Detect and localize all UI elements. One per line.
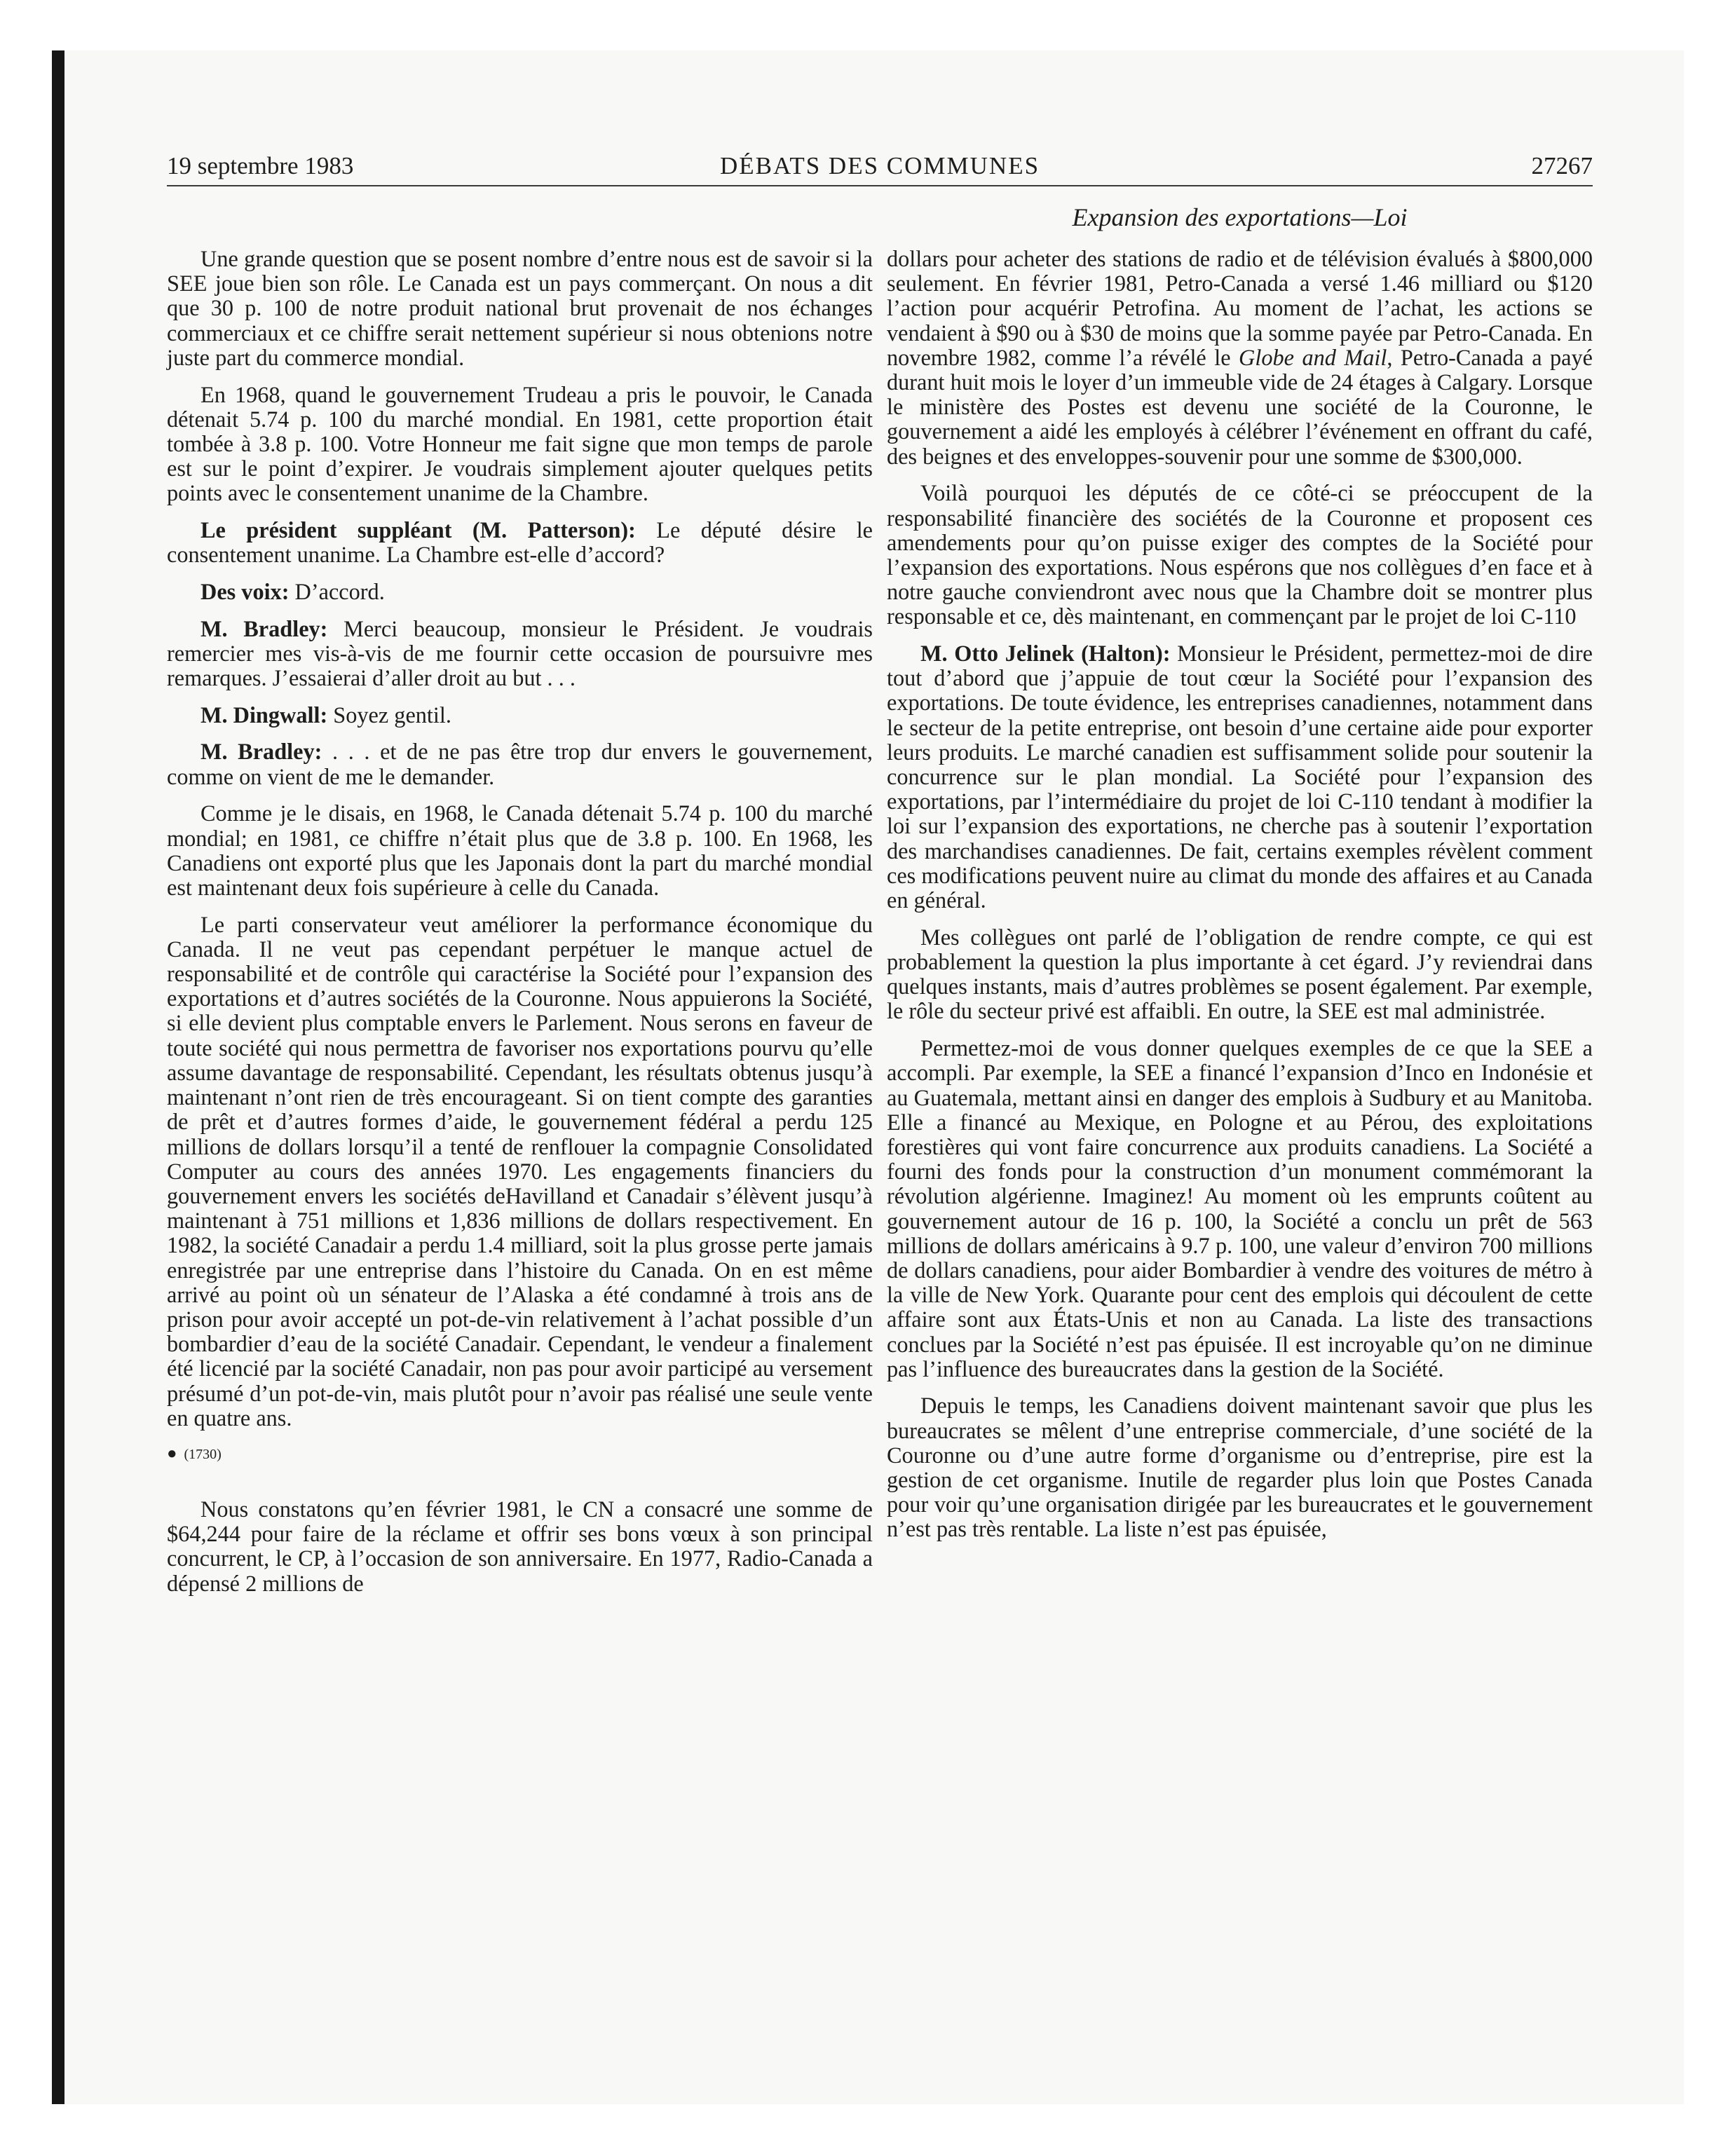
- paragraph: [167, 580, 873, 604]
- paragraph: [887, 641, 1593, 913]
- page-header: [167, 149, 1593, 184]
- speaker-name: M. Otto Jelinek (Halton):: [920, 641, 1171, 667]
- right-column: [887, 247, 1593, 1554]
- paragraph: Le parti conservateur veut améliorer la performance économique du Canada. Il ne veut pas cependant perpétuer le manque actuel de responsabilité et de contrôle qui caractérise la Société pour l’expansion des exportations et d’autres sociétés de la Couronne. Nous appuierons la Société, si elle devient plus comptable envers le Parlement. Nous serons en faveur de toute société qui nous permettra de favoriser nos exportations pourvu qu’elle assume davantage de responsabilité. Cependant, les résultats obtenus jusqu’à maintenant n’ont rien de très encourageant. Si on tient compte des garanties de prêt et d’autres formes d’aide, le gouvernement fédéral a perdu 125 millions de dollars lorsqu’il a tenté de renflouer la compagnie Consolidated Computer au cours des années 1970. Les engagements financiers du gouvernement envers les sociétés deHavilland et Canadair s’élèvent jusqu’à maintenant à 751 millions et 1,836 millions de dollars respectivement. En 1982, la société Canadair a perdu 1.4 milliard, soit la plus grosse perte jamais enregistrée par une entreprise dans l’histoire du Canada. On en est même arrivé au point où un sénateur de l’Alaska a été condamné à trois ans de prison pour avoir accepté un pot-de-vin relativement à l’achat possible d’un bombardier d’eau de la société Canadair. Cependant, le vendeur a finalement été licencié par la société Canadair, non pas pour avoir participé au versement présumé d’un pot-de-vin, mais plutôt pour n’avoir pas réalisé une seule vente en quatre ans.: [167, 911, 873, 1431]
- bullet-dot-icon: ●: [167, 1444, 177, 1463]
- paragraph: [167, 518, 873, 567]
- header-page-number: 27267: [1531, 152, 1593, 179]
- paragraph: Comme je le disais, en 1968, le Canada détenait 5.74 p. 100 du marché mondial; en 1981, ce chiffre n’était plus que de 3.8 p. 100. En 1968, les Canadiens ont exporté plus que les Japonais dont la part du marché mondial est maintenant deux fois supérieure à celle du Canada.: [167, 800, 873, 900]
- paragraph: Depuis le temps, les Canadiens doivent maintenant savoir que plus les bureaucrates se mêlent d’une entreprise commerciale, d’une société de la Couronne ou d’une autre forme d’organisme ou d’entreprise, pire est la gestion de cet organisme. Inutile de regarder plus loin que Postes Canada pour voir qu’une organisation dirigée par les bureaucrates et le gouvernement n’est pas très rentable. La liste n’est pas épuisée,: [887, 1393, 1593, 1542]
- scan-edge: [52, 50, 64, 2104]
- paragraph: Voilà pourquoi les députés de ce côté-ci se préoccupent de la responsabilité financière des sociétés de la Couronne et proposent ces amendements pour qu’on puisse exiger des comptes de la Société pour l’expansion des exportations. Nous espérons que nos collègues d’en face et à notre gauche conviendront avec nous que la Chambre doit se montrer plus responsable et ce, dès maintenant, en commençant par le projet de loi C-110: [887, 480, 1593, 629]
- paragraph: Permettez-moi de vous donner quelques exemples de ce que la SEE a accompli. Par exemple, la SEE a financé l’expansion d’Inco en Indonésie et au Guatemala, mettant ainsi en danger des emplois à Sudbury et au Manitoba. Elle a financé au Mexique, en Pologne et au Pérou, des exploitations forestières qui vont faire concurrence aux produits canadiens. La Société a fourni des fonds pour la construction d’un monument commémorant la révolution algérienne. Imaginez! Au moment où les emprunts coûtent au gouvernement autour de 16 p. 100, la Société a conclu un prêt de 563 millions de dollars américains à 9.7 p. 100, une valeur d’environ 700 millions de dollars canadiens, pour aider Bombardier à vendre des voitures de métro à la ville de New York. Quarante pour cent des emplois qui découlent de cette affaire sont aux États-Unis et non au Canada. La liste des transactions conclues par la Société n’est pas épuisée. Il est incroyable qu’on ne diminue pas l’influence des bureaucrates dans la gestion de la Société.: [887, 1035, 1593, 1381]
- speaker-name: M. Dingwall:: [200, 702, 328, 728]
- paragraph: [167, 617, 873, 691]
- speech-text: Le député désire le consentement unanime. La Chambre est-elle d’accord?: [167, 517, 873, 568]
- speaker-name: Des voix:: [200, 578, 290, 604]
- speech-text: Merci beaucoup, monsieur le Président. Je voudrais remercier mes vis-à-vis de me fournir cette occasion de poursuivre mes remarques. J’essaierai d’aller droit au but . . .: [167, 615, 873, 691]
- paragraph: [167, 703, 873, 728]
- paragraph: En 1968, quand le gouvernement Trudeau a pris le pouvoir, le Canada détenait 5.74 p. 100 du marché mondial. En 1981, cette proportion était tombée à 3.8 p. 100. Votre Honneur me fait signe que mon temps de parole est sur le point d’expirer. Je voudrais simplement ajouter quelques petits points avec le consentement unanime de la Chambre.: [167, 381, 873, 506]
- speech-text: Monsieur le Président, permettez-moi de dire tout d’abord que j’appuie de tout cœur la Société pour l’expansion des exportations. De toute évidence, les entreprises canadiennes, notamment dans le secteur de la petite entreprise, ont besoin d’une certaine aide pour exporter leurs produits. Le marché canadien est suffisamment solide pour soutenir la concurrence sur le plan mondial. La Société pour l’expansion des exportations, par l’intermédiaire du projet de loi C-110 tendant à modifier la loi sur l’expansion des exportations, ne cherche pas à soutenir l’exportation des marchandises canadiennes. De fait, certains exemples révèlent comment ces modifications peuvent nuire au climat du monde des affaires et au Canada en général.: [887, 641, 1593, 913]
- header-title: DÉBATS DES COMMUNES: [719, 152, 1040, 179]
- speech-text: . . . et de ne pas être trop dur envers le gouvernement, comme on vient de me le demander.: [167, 739, 873, 789]
- paragraph: [167, 739, 873, 789]
- speech-text: Soyez gentil.: [327, 702, 451, 728]
- speaker-name: M. Bradley:: [200, 615, 328, 641]
- newspaper-title: Globe and Mail: [1239, 344, 1387, 370]
- header-rule: [167, 185, 1593, 186]
- left-column: [167, 247, 873, 1608]
- text-run: dollars pour acheter des stations de radio et de télévision évalués à $800,000 seulement. En février 1981, Petro-Canada a versé 1.46 milliard ou $120 l’action pour acquérir Petrofina. Au moment de l’achat, les actions se vendaient à $90 ou à $30 de moins que la somme payée par Petro-Canada. En novembre 1982, comme l’a révélé le: [887, 246, 1593, 370]
- speaker-name: Le président suppléant (M. Patterson):: [200, 517, 636, 543]
- section-title: Expansion des exportations—Loi: [1072, 203, 1408, 231]
- speaker-name: M. Bradley:: [200, 739, 322, 765]
- paragraph: Une grande question que se posent nombre d’entre nous est de savoir si la SEE joue bien son rôle. Le Canada est un pays commerçant. On nous a dit que 30 p. 100 de notre produit national brut provenait de nos échanges commerciaux et ce chiffre serait nettement supérieur si nous obtenions notre juste part du commerce mondial.: [167, 246, 873, 370]
- text-run: , Petro-Canada a payé durant huit mois le loyer d’un immeuble vide de 24 étages à Calgary. Lorsque le ministère des Postes est devenu une société de la Couronne, le gouvernement a aidé les employés à célébrer l’événement en offrant du café, des beignes et des enveloppes-souvenir pour une somme de $300,000.: [887, 344, 1593, 469]
- paragraph: [887, 247, 1593, 469]
- time-marker: [167, 1443, 873, 1465]
- speech-text: D’accord.: [289, 578, 385, 604]
- time-marker-text: (1730): [184, 1446, 222, 1462]
- paragraph: Mes collègues ont parlé de l’obligation de rendre compte, ce qui est probablement la question la plus importante à cet égard. J’y reviendrai dans quelques instants, mais d’autres problèmes se posent également. Par exemple, le rôle du secteur privé est affaibli. En outre, la SEE est mal administrée.: [887, 924, 1593, 1024]
- header-date: 19 septembre 1983: [167, 152, 354, 179]
- paragraph: Nous constatons qu’en février 1981, le CN a consacré une somme de $64,244 pour faire de la réclame et offrir ses bons vœux à son principal concurrent, le CP, à l’occasion de son anniversaire. En 1977, Radio-Canada a dépensé 2 millions de: [167, 1496, 873, 1596]
